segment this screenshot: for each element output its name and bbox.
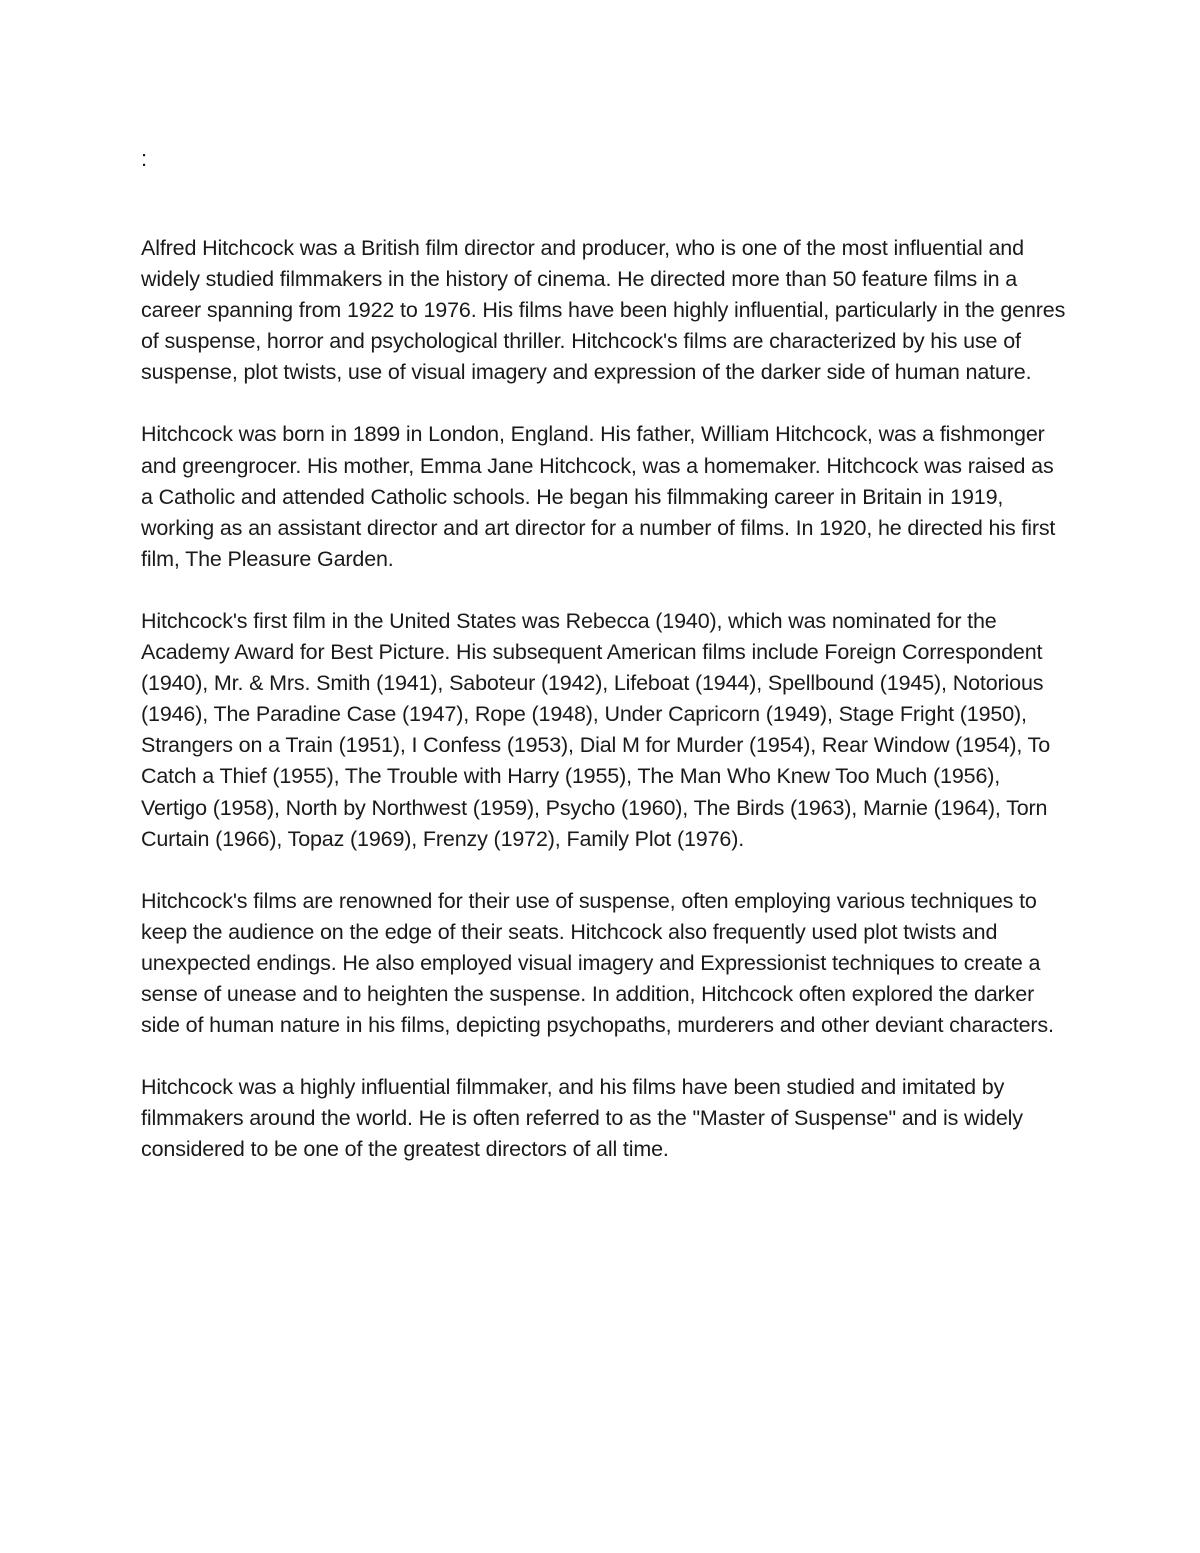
paragraph-legacy: Hitchcock was a highly influential filmmaker, and his films have been studied and imitated by filmmakers around the world. He is often referred to as the "Master of Suspense" and is widely considered to be one of the greatest directors of all time. <box>141 1075 1023 1162</box>
paragraph-american-films: Hitchcock's first film in the United States was Rebecca (1940), which was nominated for the Academy Award for Best Picture. His subsequent American films include Foreign Correspondent (1940), Mr. & Mrs. Smith (1941), Saboteur (1942), Lifeboat (1944), Spellbound (1945), Notorious (1946), The Paradine Case (1947), Rope (1948), Under Capricorn (1949), Stage Fright (1950), Strangers on a Train (1951), I Confess (1953), Dial M for Murder (1954), Rear Window (1954), To Catch a Thief (1955), The Trouble with Harry (1955), The Man Who Knew Too Much (1956), Vertigo (1958), North by Northwest (1959), Psycho (1960), The Birds (1963), Marnie (1964), Torn Curtain (1966), Topaz (1969), Frenzy (1972), Family Plot (1976). <box>141 608 1051 851</box>
paragraph-style: Hitchcock's films are renowned for their use of suspense, often employing various techniques to keep the audience on the edge of their seats. Hitchcock also frequently used plot twists and unexpected endings. He also employed visual imagery and Expressionist techniques to create a sense of unease and to heighten the suspense. In addition, Hitchcock often explored the darker side of human nature in his films, depicting psychopaths, murderers and other deviant characters. <box>141 888 1054 1038</box>
paragraph-early-life: Hitchcock was born in 1899 in London, England. His father, William Hitchcock, was a fishmonger and greengrocer. His mother, Emma Jane Hitchcock, was a homemaker. Hitchcock was raised as a Catholic and attended Catholic schools. He began his filmmaking career in Britain in 1919, working as an assistant director and art director for a number of films. In 1920, he directed his first film, The Pleasure Garden. <box>141 422 1056 571</box>
paragraph-intro: Alfred Hitchcock was a British film director and producer, who is one of the most influential and widely studied filmmakers in the history of cinema. He directed more than 50 feature films in a career spanning from 1922 to 1976. His films have been highly influential, particularly in the genres of suspense, horror and psychological thriller. Hitchcock's films are characterized by his use of suspense, plot twists, use of visual imagery and expression of the darker side of human nature. <box>141 236 1066 385</box>
document-body <box>141 233 1071 1196</box>
heading-mark: : <box>141 146 148 171</box>
